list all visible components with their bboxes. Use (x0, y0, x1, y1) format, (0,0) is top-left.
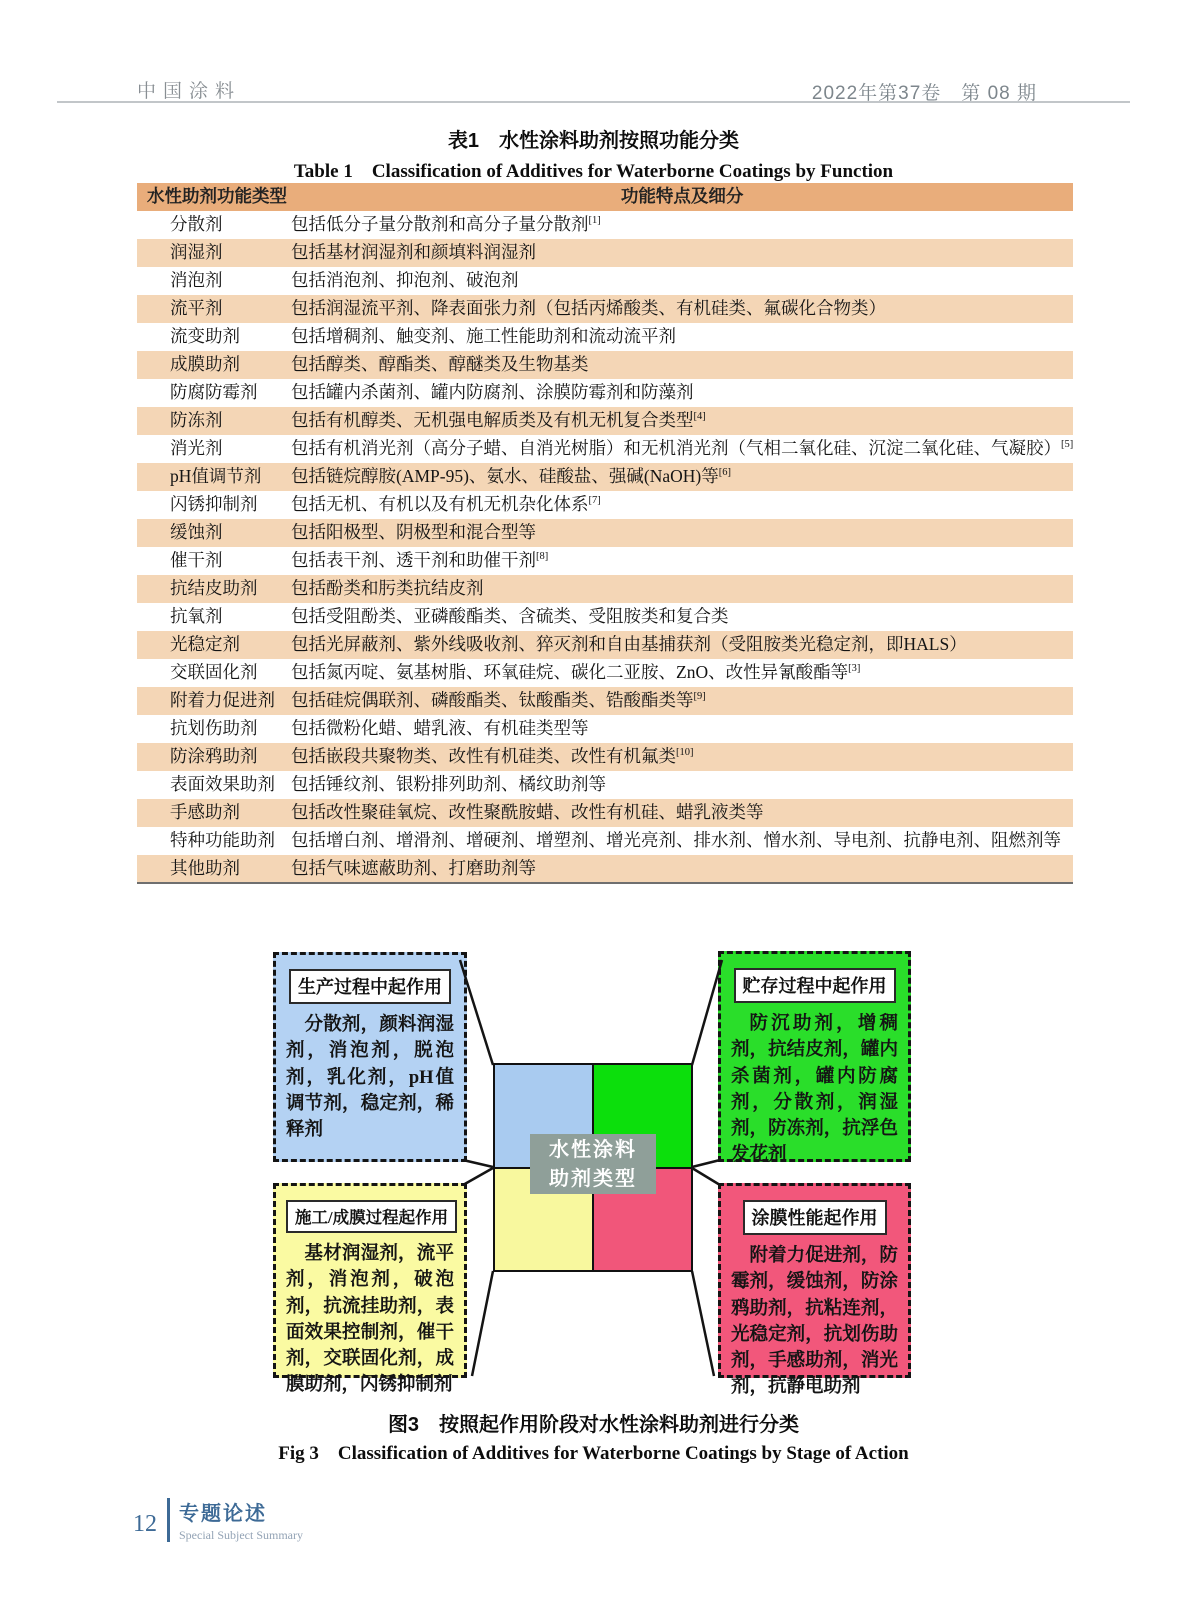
table-row (137, 491, 1073, 519)
box-production-content: 分散剂，颜料润湿剂，消泡剂，脱泡剂，乳化剂，pH值调节剂，稳定剂，稀释剂 (286, 1015, 454, 1141)
table-row (137, 519, 1073, 547)
figure-3-diagram (0, 945, 1187, 1415)
detail-text: 包括链烷醇胺(AMP-95)、氨水、硅酸盐、强碱(NaOH)等 (291, 466, 719, 487)
table-row (137, 743, 1073, 771)
table-row (137, 799, 1073, 827)
detail-text: 包括增稠剂、触变剂、施工性能助剂和流动流平剂 (291, 326, 676, 347)
additive-detail (287, 547, 1073, 575)
table-row (137, 547, 1073, 575)
additive-detail (287, 771, 1073, 799)
additive-detail (287, 827, 1073, 855)
additive-detail (287, 379, 1073, 407)
footnote-ref: [4] (693, 411, 706, 423)
additive-detail (287, 799, 1073, 827)
table-row (137, 351, 1073, 379)
detail-text: 包括增白剂、增滑剂、增硬剂、增塑剂、增光亮剂、排水剂、憎水剂、导电剂、抗静电剂、阻燃剂等 (291, 830, 1061, 851)
detail-text: 包括酚类和肟类抗结皮剂 (291, 578, 484, 599)
additive-detail (287, 575, 1073, 603)
table-row (137, 379, 1073, 407)
additive-type: 特种功能助剂 (170, 830, 275, 851)
detail-text: 包括改性聚硅氧烷、改性聚酰胺蜡、改性有机硅、蜡乳液类等 (291, 802, 764, 823)
header-rule (57, 101, 1130, 103)
footnote-ref: [10] (676, 747, 694, 759)
detail-text: 包括微粉化蜡、蜡乳液、有机硅类型等 (291, 718, 589, 739)
table-row (137, 659, 1073, 687)
additive-detail (287, 687, 1073, 715)
footnote-ref: [1] (588, 215, 601, 227)
additive-detail (287, 239, 1073, 267)
box-film-title: 涂膜性能起作用 (743, 1200, 887, 1235)
footnote-ref: [5] (1061, 439, 1074, 451)
table-row (137, 239, 1073, 267)
detail-text: 包括光屏蔽剂、紫外线吸收剂、猝灭剂和自由基捕获剂（受阻胺类光稳定剂，即HALS） (291, 634, 967, 655)
page-footer (133, 1497, 303, 1543)
additive-type: 消光剂 (170, 438, 223, 459)
additive-detail (287, 631, 1073, 659)
additive-type: 防腐防霉剂 (170, 382, 258, 403)
table-row (137, 211, 1073, 239)
detail-text: 包括有机醇类、无机强电解质类及有机无机复合类型 (291, 410, 694, 431)
table-row (137, 575, 1073, 603)
box-production-title: 生产过程中起作用 (289, 969, 451, 1004)
detail-text: 包括氮丙啶、氨基树脂、环氧硅烷、碳化二亚胺、ZnO、改性异氰酸酯等 (291, 662, 849, 683)
table-row (137, 435, 1073, 463)
additive-type: 流变助剂 (170, 326, 240, 347)
table-row (137, 323, 1073, 351)
table-body (137, 211, 1073, 883)
detail-text: 包括醇类、醇酯类、醇醚类及生物基类 (291, 354, 589, 375)
detail-text: 包括有机消光剂（高分子蜡、自消光树脂）和无机消光剂（气相二氧化硅、沉淀二氧化硅、气凝胶） (291, 438, 1061, 459)
table-row (137, 631, 1073, 659)
box-application-content: 基材润湿剂，流平剂，消泡剂，破泡剂，抗流挂助剂，表面效果控制剂，催干剂，交联固化剂，成膜助剂，闪锈抑制剂 (286, 1244, 454, 1396)
additive-type: pH值调节剂 (137, 463, 287, 491)
additive-detail (287, 743, 1073, 771)
additive-type: 手感助剂 (137, 799, 287, 827)
additive-type: 分散剂 (170, 214, 223, 235)
additive-type: 成膜助剂 (137, 351, 287, 379)
additive-detail (287, 491, 1073, 519)
center-label (530, 1134, 656, 1194)
additive-type: 催干剂 (170, 550, 223, 571)
additive-detail (287, 435, 1073, 463)
table-row (137, 855, 1073, 883)
additive-type: 抗结皮助剂 (137, 575, 287, 603)
additive-type: 润湿剂 (137, 239, 287, 267)
additive-type: 缓蚀剂 (137, 519, 287, 547)
additive-detail (287, 211, 1073, 239)
footnote-ref: [8] (536, 551, 549, 563)
center-label-line2: 助剂类型 (549, 1168, 637, 1190)
center-label-line1: 水性涂料 (549, 1139, 637, 1161)
additive-type: 抗氧剂 (170, 606, 223, 627)
additive-type: 抗划伤助剂 (170, 718, 258, 739)
issue-info: 2022年第37卷 第 08 期 (811, 83, 1037, 104)
additive-type: 附着力促进剂 (137, 687, 287, 715)
box-application-title: 施工/成膜过程起作用 (286, 1200, 457, 1233)
box-storage-content: 防沉助剂，增稠剂，抗结皮剂，罐内杀菌剂，罐内防腐剂，分散剂，润湿剂，防冻剂，抗浮色发花剂 (731, 1014, 898, 1166)
additive-type: 消泡剂 (170, 270, 223, 291)
box-storage-title: 贮存过程中起作用 (734, 968, 896, 1003)
box-film-content: 附着力促进剂，防霉剂，缓蚀剂，防涂鸦助剂，抗粘连剂，光稳定剂，抗划伤助剂，手感助剂，消光剂，抗静电助剂 (731, 1246, 898, 1398)
table-row (137, 827, 1073, 855)
table-header-row (137, 183, 1073, 211)
footnote-ref: [7] (588, 495, 601, 507)
additive-type: 交联固化剂 (170, 662, 258, 683)
figure-caption-en: Fig 3 Classification of Additives for Waterborne Coatings by Stage of Action (278, 1443, 909, 1464)
table-row (137, 603, 1073, 631)
table-row (137, 715, 1073, 743)
additive-type: 防冻剂 (137, 407, 287, 435)
footnote-ref: [9] (693, 691, 706, 703)
footer-divider (167, 1498, 170, 1542)
additive-detail (287, 407, 1073, 435)
table-title-zh: 表1 水性涂料助剂按照功能分类 (447, 130, 740, 152)
additive-type: 光稳定剂 (137, 631, 287, 659)
detail-text: 包括表干剂、透干剂和助催干剂 (291, 550, 536, 571)
table-row (137, 407, 1073, 435)
additive-detail (287, 351, 1073, 379)
footnote-ref: [6] (718, 467, 731, 479)
detail-text: 包括基材润湿剂和颜填料润湿剂 (291, 242, 536, 263)
additive-type: 流平剂 (137, 295, 287, 323)
additive-detail (287, 519, 1073, 547)
section-title-zh: 专题论述 (179, 1503, 267, 1525)
detail-text: 包括受阻酚类、亚磷酸酯类、含硫类、受阻胺类和复合类 (291, 606, 729, 627)
table-row (137, 687, 1073, 715)
additive-detail (287, 659, 1073, 687)
additive-type: 防涂鸦助剂 (137, 743, 287, 771)
page-number: 12 (133, 1510, 157, 1537)
additive-detail (287, 603, 1073, 631)
additive-type: 其他助剂 (137, 855, 287, 883)
additive-detail (287, 463, 1073, 491)
detail-text: 包括低分子量分散剂和高分子量分散剂 (291, 214, 589, 235)
additive-type: 表面效果助剂 (170, 774, 275, 795)
figure-caption-zh: 图3 按照起作用阶段对水性涂料助剂进行分类 (387, 1414, 800, 1436)
additive-detail (287, 323, 1073, 351)
table-row (137, 771, 1073, 799)
detail-text: 包括消泡剂、抑泡剂、破泡剂 (291, 270, 519, 291)
col-header-type: 水性助剂功能类型 (137, 183, 287, 211)
additive-type: 闪锈抑制剂 (170, 494, 258, 515)
detail-text: 包括无机、有机以及有机无机杂化体系 (291, 494, 589, 515)
additives-table (137, 183, 1073, 884)
detail-text: 包括罐内杀菌剂、罐内防腐剂、涂膜防霉剂和防藻剂 (291, 382, 694, 403)
additive-detail (287, 295, 1073, 323)
additive-detail (287, 715, 1073, 743)
detail-text: 包括硅烷偶联剂、磷酸酯类、钛酸酯类、锆酸酯类等 (291, 690, 694, 711)
additive-detail (287, 267, 1073, 295)
section-block (179, 1497, 303, 1543)
detail-text: 包括锤纹剂、银粉排列助剂、橘纹助剂等 (291, 774, 606, 795)
table-row (137, 295, 1073, 323)
footnote-ref: [3] (848, 663, 861, 675)
detail-text: 包括润湿流平剂、降表面张力剂（包括丙烯酸类、有机硅类、氟碳化合物类） (291, 298, 886, 319)
table-row (137, 267, 1073, 295)
detail-text: 包括气味遮蔽助剂、打磨助剂等 (291, 857, 536, 878)
table-title-en: Table 1 Classification of Additives for Waterborne Coatings by Function (293, 161, 894, 182)
col-header-detail: 功能特点及细分 (287, 183, 1073, 211)
table-row (137, 463, 1073, 491)
detail-text: 包括嵌段共聚物类、改性有机硅类、改性有机氟类 (291, 746, 676, 767)
journal-name: 中国涂料 (137, 81, 242, 102)
section-title-en: Special Subject Summary (179, 1528, 303, 1542)
additive-detail (287, 855, 1073, 883)
detail-text: 包括阳极型、阴极型和混合型等 (291, 522, 536, 543)
